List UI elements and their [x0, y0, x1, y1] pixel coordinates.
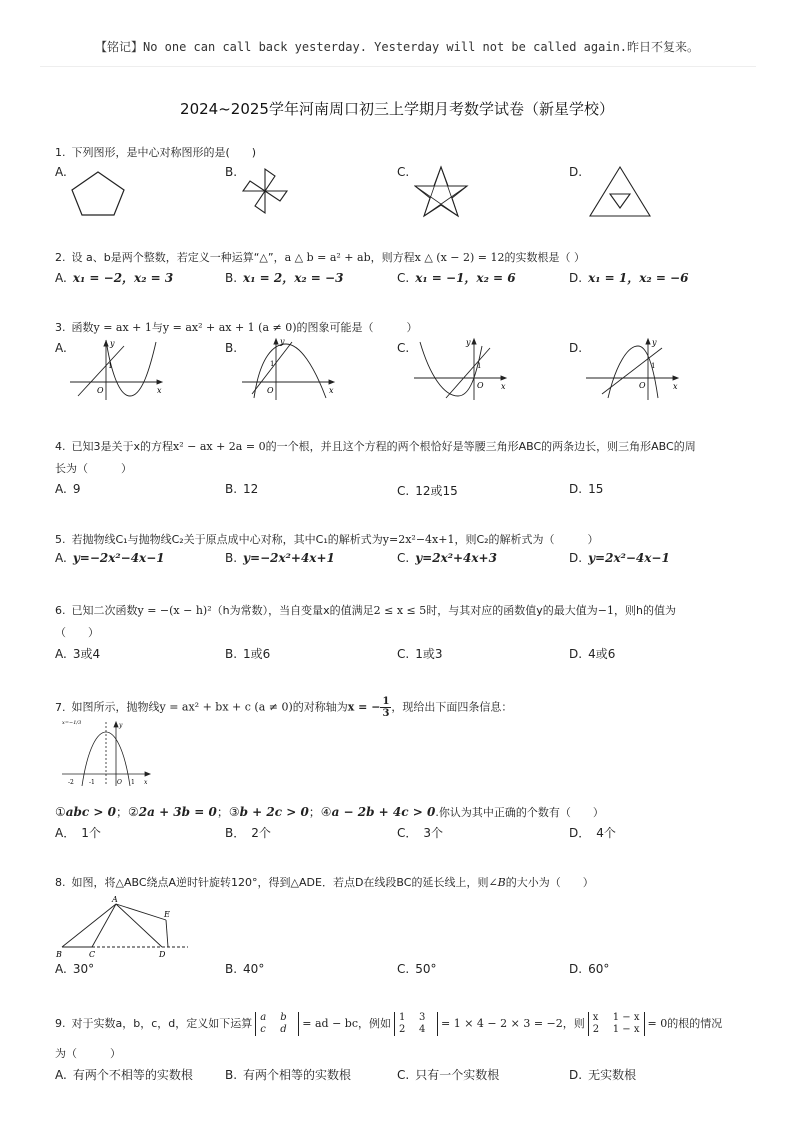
math-expression: x △ (x − 2) = 12	[414, 251, 505, 264]
option-value: 12或15	[415, 484, 458, 498]
option-label: A.	[55, 551, 67, 565]
question-8-stem	[55, 874, 594, 890]
option-value: y=−2x²+4x+1	[243, 551, 335, 565]
question-text: ，则	[562, 1017, 585, 1030]
option-label: D.	[569, 647, 583, 661]
question-text: 若抛物线C₁与抛物线C₂关于原点成中心对称，其中C₁的解析式为	[71, 533, 383, 546]
fraction-denominator: 3	[382, 708, 390, 719]
option-value: 只有一个实数根	[415, 1068, 500, 1082]
q9-option-d	[569, 1066, 636, 1083]
option-value: 2个	[251, 826, 271, 840]
pinwheel-figure	[235, 164, 295, 219]
question-text: 的根的情况	[667, 1017, 723, 1030]
math-expression: x² − ax + 2a = 0	[173, 440, 266, 453]
symmetry-axis-label: x=−1/3	[62, 720, 82, 726]
question-2-stem	[55, 249, 585, 265]
option-value: 1个	[81, 826, 101, 840]
det-cell: 4	[419, 1024, 426, 1035]
q2-option-a	[55, 269, 173, 286]
option-value: 3个	[423, 826, 444, 840]
question-text: 的对称轴为	[292, 700, 348, 714]
origin-label: O	[477, 381, 484, 390]
option-label: B．	[225, 826, 246, 840]
det-cell: 1 − x	[612, 1012, 640, 1023]
question-text: 的图象可能是（ ）	[296, 321, 418, 334]
math-expression: y = ax² + ax + 1 (a ≠ 0)	[162, 321, 297, 334]
question-text: 的大小为（ ）	[505, 876, 594, 889]
q1-option-c-label: C.	[397, 165, 410, 179]
q5-option-c	[397, 551, 497, 565]
q5-option-d	[569, 551, 670, 565]
determinant-definition	[255, 1012, 299, 1036]
axis-label: x	[329, 386, 334, 395]
question-text: 函数	[71, 321, 94, 334]
info-marker: ；④	[308, 805, 332, 819]
intercept-label: 1	[270, 360, 275, 368]
question-text: 已知3是关于x的方程	[71, 440, 174, 453]
tick-label: -1	[89, 779, 95, 786]
math-expression: y=2x²−4x+1	[382, 533, 455, 546]
option-label: C.	[397, 484, 410, 498]
option-label: D．	[569, 826, 591, 840]
fraction	[380, 696, 391, 719]
question-text: ，则C₂的解析式为（ ）	[454, 533, 599, 546]
q4-option-a	[55, 482, 80, 496]
option-label: B.	[225, 551, 238, 565]
q4-option-b	[225, 482, 258, 496]
q2-option-b	[225, 269, 343, 286]
det-cell: 2	[399, 1024, 406, 1035]
det-cell: 2	[592, 1024, 600, 1035]
origin-label: O	[267, 386, 274, 395]
option-value: y=2x²−4x−1	[588, 551, 670, 565]
question-text: 时，与其对应的函数值y的最大值为	[426, 604, 598, 617]
axis-label: x	[501, 382, 506, 391]
question-4-stem	[55, 438, 696, 454]
q4-option-c	[397, 482, 458, 499]
option-label: B.	[225, 647, 238, 661]
intercept-label: 1	[477, 362, 482, 370]
option-value: y=−2x²−4x−1	[72, 551, 165, 565]
question-text: 如图，将△ABC绕点A逆时针旋转120°，得到△ADE．若点D在线段BC的延长线上，则	[71, 876, 489, 889]
option-label: A.	[55, 1068, 67, 1082]
option-value: y=2x²+4x+3	[415, 551, 497, 565]
q3-option-b-label: B.	[225, 341, 238, 355]
option-label: A．	[55, 826, 76, 840]
question-text: 与	[151, 321, 163, 334]
question-text: 设 a、b是两个整数，若定义一种运算“△”，	[71, 251, 285, 264]
question-number: 4.	[55, 440, 66, 453]
question-number: 2.	[55, 251, 66, 264]
header-banner: 【铭记】No one can call back yesterday. Yesterday will not be called again.昨日不复来。	[94, 40, 700, 54]
q5-option-b	[225, 551, 335, 565]
q6-option-b	[225, 645, 270, 662]
question-text: ，现给出下面四条信息：	[391, 700, 513, 714]
q9-option-a	[55, 1066, 193, 1083]
origin-label: O	[97, 386, 104, 395]
option-label: D.	[569, 271, 583, 285]
q7-option-d	[569, 824, 616, 841]
axis-label: y	[466, 338, 471, 347]
option-label: D.	[569, 551, 583, 565]
point-label-b: B	[56, 950, 62, 959]
point-label-d: D	[159, 950, 166, 959]
option-label: A.	[55, 647, 67, 661]
math-expression: ∠B	[488, 876, 506, 889]
question-text: 下列图形，是中心对称图形的是( )	[71, 146, 257, 159]
q3-graph-a	[66, 338, 168, 402]
determinant-equation	[588, 1012, 645, 1036]
q7-option-a	[55, 824, 101, 841]
question-5-stem	[55, 531, 599, 547]
math-expression: y = ax + 1	[93, 321, 152, 334]
axis-label: y	[280, 337, 285, 346]
axis-label: x	[673, 382, 678, 391]
question-9-stem	[55, 1012, 722, 1036]
q7-option-b	[225, 824, 271, 841]
intercept-label: 1	[108, 362, 113, 370]
math-expression: a − 2b + 4c > 0	[331, 805, 436, 819]
option-value: x₁ = 1，x₂ = −6	[588, 271, 689, 285]
q7-option-c	[397, 824, 443, 841]
math-expression: abc > 0	[65, 805, 116, 819]
q1-option-a-label: A.	[55, 165, 67, 179]
option-label: D.	[569, 962, 583, 976]
option-label: A.	[55, 482, 67, 496]
q6-option-d	[569, 645, 615, 662]
question-text: 对于实数a，b，c，d，定义如下运算	[71, 1017, 253, 1030]
option-label: A.	[55, 271, 67, 285]
q7-parabola-figure	[58, 716, 154, 788]
question-6-stem	[55, 602, 676, 618]
option-label: C.	[397, 1068, 410, 1082]
option-value: 40°	[243, 962, 265, 976]
q8-option-c	[397, 962, 436, 976]
question-number: 3.	[55, 321, 66, 334]
question-text: ，则h的值为	[613, 604, 676, 617]
point-label-e: E	[164, 910, 170, 919]
question-number: 1.	[55, 146, 66, 159]
q2-option-d	[569, 269, 688, 286]
math-expression: a △ b = a² + ab	[284, 251, 371, 264]
math-expression: 2 ≤ x ≤ 5	[373, 604, 427, 617]
question-text: 已知二次函数	[71, 604, 138, 617]
option-value: 有两个相等的实数根	[243, 1068, 352, 1082]
axis-label: y	[110, 339, 115, 348]
q6-option-a	[55, 645, 100, 662]
option-value: 60°	[588, 962, 610, 976]
option-value: x₁ = −1，x₂ = 6	[415, 271, 516, 285]
math-expression: y = ax² + bx + c (a ≠ 0)	[159, 700, 293, 714]
math-expression: = 1 × 4 − 2 × 3 = −2	[441, 1017, 563, 1030]
q8-option-b	[225, 962, 264, 976]
option-value: 50°	[415, 962, 437, 976]
option-value: 1或3	[415, 647, 443, 661]
star-figure	[414, 164, 469, 219]
q9-option-b	[225, 1066, 351, 1083]
det-cell: b	[280, 1012, 287, 1023]
option-label: D.	[569, 482, 583, 496]
math-expression: 2a + 3b = 0	[138, 805, 217, 819]
option-label: C.	[397, 962, 410, 976]
q5-option-a	[55, 551, 165, 565]
q1-option-b-label: B.	[225, 165, 238, 179]
axis-label: y	[652, 338, 657, 347]
q4-option-d	[569, 482, 603, 496]
math-expression: = ad − bc	[302, 1017, 358, 1030]
fraction-numerator: 1	[382, 696, 390, 707]
option-label: C．	[397, 826, 418, 840]
info-marker: ；②	[116, 805, 139, 819]
q2-option-c	[397, 269, 516, 286]
math-expression: −1	[597, 604, 614, 617]
tick-label: 1	[131, 779, 135, 786]
q8-option-a	[55, 962, 94, 976]
question-text: 的实数根是（ ）	[504, 251, 585, 264]
option-value: 30°	[72, 962, 95, 976]
q8-rotation-figure	[52, 892, 192, 960]
option-value: 3或4	[72, 647, 101, 661]
det-cell: x	[592, 1012, 599, 1023]
option-label: C.	[397, 271, 410, 285]
determinant-example	[394, 1012, 438, 1036]
axis-label: x	[157, 386, 162, 395]
question-6-stem-cont: （ ）	[55, 626, 99, 639]
question-text: ，则方程	[370, 251, 415, 264]
question-number: 8.	[55, 876, 66, 889]
option-label: B.	[225, 271, 238, 285]
q3-option-a-label: A.	[55, 341, 67, 355]
origin-label: O	[639, 381, 646, 390]
det-cell: 3	[419, 1012, 426, 1023]
option-label: C.	[397, 551, 410, 565]
det-cell: d	[280, 1024, 287, 1035]
q6-option-c	[397, 645, 442, 662]
math-expression: b + 2c > 0	[239, 805, 309, 819]
question-text: 的一个根，并且这个方程的两个根恰好是等腰三角形ABC的两条边长，则三角形ABC的周	[265, 440, 696, 453]
det-cell: c	[260, 1024, 266, 1035]
header-divider	[40, 66, 756, 67]
q3-graph-c	[410, 336, 512, 402]
q8-option-d	[569, 962, 609, 976]
question-text: （h为常数），当自变量x的值满足	[211, 604, 374, 617]
option-value: 9	[72, 482, 81, 496]
point-label-a: A	[112, 895, 118, 904]
tick-label: -2	[68, 779, 74, 786]
det-cell: a	[260, 1012, 267, 1023]
question-number: 6.	[55, 604, 66, 617]
option-label: C.	[397, 647, 410, 661]
q3-option-d-label: D.	[569, 341, 583, 355]
option-label: B.	[225, 1068, 238, 1082]
option-value: 4或6	[588, 647, 616, 661]
page-title: 2024~2025学年河南周口初三上学期月考数学试卷（新星学校）	[180, 100, 614, 118]
math-expression: = 0	[647, 1017, 668, 1030]
intercept-label: 1	[651, 362, 656, 370]
option-label: B.	[225, 962, 238, 976]
point-label-c: C	[89, 950, 96, 959]
question-4-stem-cont: 长为（ ）	[55, 462, 132, 475]
question-number: 7.	[55, 700, 66, 714]
question-1-stem	[55, 144, 256, 160]
question-number: 5.	[55, 533, 66, 546]
option-label: D.	[569, 1068, 583, 1082]
option-value: x₁ = −2，x₂ = 3	[72, 271, 174, 285]
option-value: 12	[243, 482, 259, 496]
q3-option-c-label: C.	[397, 341, 410, 355]
q3-graph-b	[238, 336, 340, 402]
option-label: A.	[55, 962, 67, 976]
det-cell: 1 − x	[612, 1024, 640, 1035]
triangle-in-triangle-figure	[586, 164, 654, 220]
axis-label: x	[144, 779, 148, 786]
question-7-info	[55, 803, 604, 820]
question-text: 如图所示，抛物线	[71, 700, 160, 714]
info-marker: ；③	[216, 805, 240, 819]
pentagon-figure	[65, 168, 135, 218]
option-label: B.	[225, 482, 238, 496]
question-number: 9.	[55, 1017, 66, 1030]
q3-graph-d	[582, 336, 684, 402]
q1-option-d-label: D.	[569, 165, 583, 179]
axis-label: y	[119, 722, 123, 729]
question-text: ，例如	[358, 1017, 391, 1030]
option-value: 1或6	[243, 647, 271, 661]
question-text: .你认为其中正确的个数有（ ）	[435, 806, 604, 819]
det-cell: 1	[399, 1012, 406, 1023]
origin-label: O	[117, 779, 122, 786]
option-value: 15	[588, 482, 604, 496]
question-9-stem-cont: 为（ ）	[55, 1047, 121, 1060]
math-expression: x = −	[347, 700, 381, 714]
info-marker: ①	[55, 805, 66, 819]
option-value: 无实数根	[588, 1068, 637, 1082]
option-value: 4个	[596, 826, 616, 840]
q9-option-c	[397, 1066, 499, 1083]
option-value: x₁ = 2，x₂ = −3	[243, 271, 344, 285]
math-expression: y = −(x − h)²	[137, 604, 212, 617]
option-value: 有两个不相等的实数根	[72, 1068, 193, 1082]
question-3-stem	[55, 319, 418, 335]
